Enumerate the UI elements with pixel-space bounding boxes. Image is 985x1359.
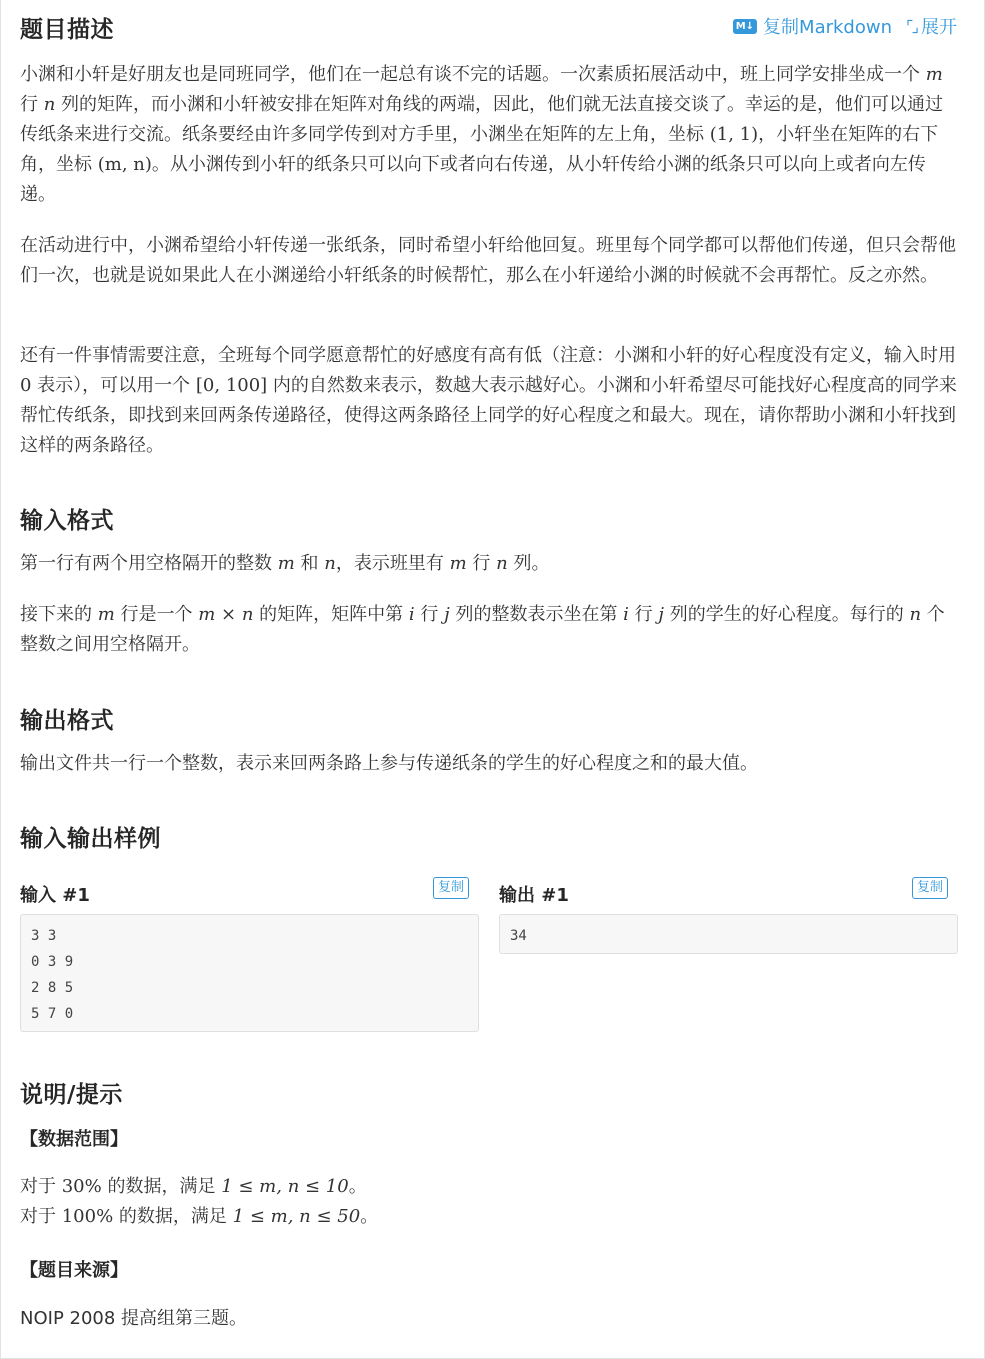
samples-grid bbox=[20, 876, 957, 1036]
expand-button[interactable] bbox=[892, 13, 957, 39]
input-format-p2-section bbox=[20, 600, 957, 660]
data-range-lines bbox=[20, 1172, 957, 1232]
data-range-line-2: 对于 100% 的数据，满足 1 ≤ m, n ≤ 50。 bbox=[20, 1206, 379, 1227]
input-format-section bbox=[20, 502, 957, 535]
input-format-title: 输入格式 bbox=[20, 508, 114, 534]
output-format-text: 输出文件共一行一个整数，表示来回两条路上参与传递纸条的学生的好心程度之和的最大值。 bbox=[20, 753, 758, 774]
data-range-line-1: 对于 30% 的数据，满足 1 ≤ m, n ≤ 10。 bbox=[20, 1176, 367, 1197]
expand-label: 展开 bbox=[921, 17, 957, 38]
copy-markdown-label: 复制Markdown bbox=[763, 17, 892, 38]
source-text: NOIP 2008 提高组第三题。 bbox=[20, 1308, 248, 1329]
input-line: 5 7 0 bbox=[31, 1006, 74, 1022]
source-heading: 【题目来源】 bbox=[20, 1260, 128, 1281]
description-paragraph-3: 还有一件事情需要注意，全班每个同学愿意帮忙的好感度有高有低（注意：小渊和小轩的好心程度没有定义，输入时用 0 表示），可以用一个 [0, 100] 内的自然数来表示，数越大表示越好心。小渊和小轩希望尽可能找好心程度高的同学来帮忙传纸条，即找到来回两条传递路径，使得这两条路径上同学的好心程度之和最大。现在，请你帮助小渊和小轩找到这样的两条路径。 bbox=[20, 345, 957, 456]
input-format-paragraph-1: 第一行有两个用空格隔开的整数 m 和 n，表示班里有 m 行 n 列。 bbox=[20, 553, 550, 574]
output-format-title: 输出格式 bbox=[20, 708, 114, 734]
input-sample-box[interactable] bbox=[20, 914, 479, 1032]
input-line: 3 3 bbox=[31, 928, 57, 944]
description-section bbox=[20, 60, 957, 210]
description-paragraph-2-section bbox=[20, 231, 957, 291]
description-paragraph-1: 小渊和小轩是好朋友也是同班同学，他们在一起总有谈不完的话题。一次素质拓展活动中，班上同学安排坐成一个 m 行 n 列的矩阵，而小渊和小轩被安排在矩阵对角线的两端，因此，他们就无法直接交谈了。幸运的是，他们可以通过传纸条来进行交流。纸条要经由许多同学传到对方手里，小渊坐在矩阵的左上角，坐标 (1, 1)，小轩坐在矩阵的右下角，坐标 (m, n)。从小渊传到小轩的纸条只可以向下或者向右传递，从小轩传给小渊的纸条只可以向上或者向左传递。 bbox=[20, 64, 944, 205]
input-sample-label: 输入 #1 bbox=[20, 885, 90, 906]
toolbar bbox=[733, 13, 957, 39]
hints-title: 说明/提示 bbox=[20, 1082, 123, 1108]
output-sample-box[interactable] bbox=[499, 914, 958, 954]
copy-input-button[interactable]: 复制 bbox=[433, 877, 469, 899]
source-section bbox=[20, 1304, 957, 1334]
description-paragraph-3-section bbox=[20, 341, 957, 461]
description-paragraph-2: 在活动进行中，小渊希望给小轩传递一张纸条，同时希望小轩给他回复。班里每个同学都可以帮他们传递，但只会帮他们一次，也就是说如果此人在小渊递给小轩纸条的时候帮忙，那么在小轩递给小渊的时候就不会再帮忙。反之亦然。 bbox=[20, 235, 956, 286]
copy-output-button[interactable]: 复制 bbox=[912, 877, 948, 899]
output-format-text-section bbox=[20, 749, 957, 779]
output-line: 34 bbox=[510, 928, 527, 944]
input-format-paragraph-2: 接下来的 m 行是一个 m × n 的矩阵，矩阵中第 i 行 j 列的整数表示坐在第 i 行 j 列的学生的好心程度。每行的 n 个整数之间用空格隔开。 bbox=[20, 604, 945, 655]
hints-section bbox=[20, 1076, 957, 1109]
data-range-heading-section bbox=[20, 1125, 957, 1151]
output-format-section bbox=[20, 702, 957, 735]
samples-title: 输入输出样例 bbox=[20, 826, 161, 852]
expand-icon: ⌜⌟ bbox=[906, 16, 917, 36]
source-heading-section bbox=[20, 1256, 957, 1282]
output-sample-label: 输出 #1 bbox=[499, 885, 569, 906]
samples-section bbox=[20, 820, 957, 853]
markdown-icon: M↓ bbox=[733, 19, 757, 34]
input-line: 2 8 5 bbox=[31, 980, 74, 996]
copy-markdown-button[interactable] bbox=[733, 13, 892, 39]
header-row bbox=[20, 9, 957, 43]
input-line: 0 3 9 bbox=[31, 954, 74, 970]
input-format-p1-section bbox=[20, 549, 957, 579]
page-title: 题目描述 bbox=[20, 17, 114, 43]
data-range-heading: 【数据范围】 bbox=[20, 1129, 128, 1150]
